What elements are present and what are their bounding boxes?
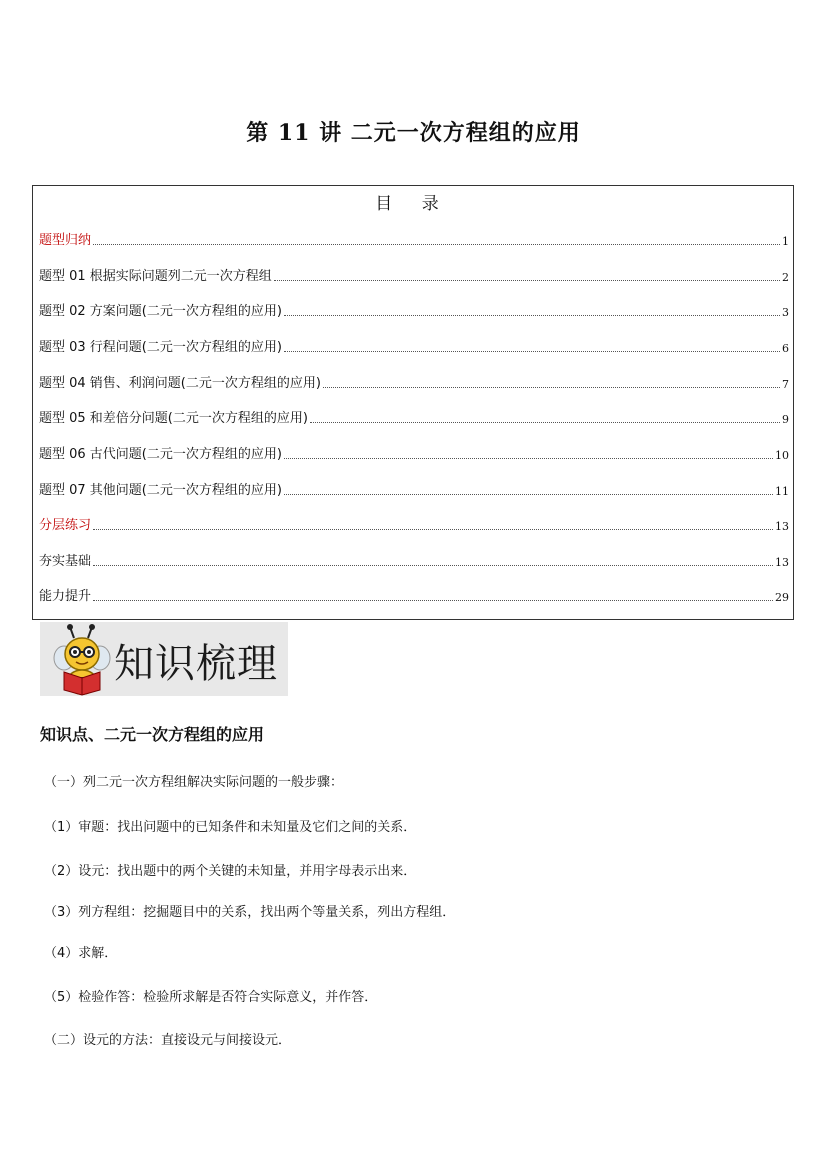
toc-item-label: 题型 05 和差倍分问题(二元一次方程组的应用) <box>39 411 308 426</box>
bee-reading-icon <box>50 624 114 696</box>
toc-leader <box>310 421 780 423</box>
toc-item-0[interactable] <box>39 230 789 248</box>
toc-item-1[interactable] <box>39 266 789 284</box>
knowledge-line: （4）求解． <box>44 946 118 961</box>
toc-leader <box>93 564 773 566</box>
knowledge-point-title: 知识点、二元一次方程组的应用 <box>40 725 265 744</box>
table-of-contents <box>32 185 794 620</box>
toc-item-label: 题型归纳 <box>39 233 92 248</box>
toc-item-label: 题型 02 方案问题(二元一次方程组的应用) <box>39 304 282 319</box>
toc-leader <box>284 457 773 459</box>
toc-item-page: 3 <box>782 306 789 319</box>
toc-item-label: 能力提升 <box>39 589 92 604</box>
toc-leader <box>93 528 773 530</box>
toc-item-page: 29 <box>775 591 789 604</box>
toc-leader <box>284 314 780 316</box>
toc-leader <box>93 599 773 601</box>
toc-item-7[interactable] <box>39 480 789 498</box>
toc-item-label: 题型 06 古代问题(二元一次方程组的应用) <box>39 447 282 462</box>
toc-item-3[interactable] <box>39 337 789 355</box>
toc-leader <box>323 386 780 388</box>
toc-item-label: 分层练习 <box>39 518 92 533</box>
toc-item-page: 9 <box>782 413 789 426</box>
toc-leader <box>284 350 780 352</box>
toc-item-page: 1 <box>782 235 789 248</box>
toc-item-label: 题型 07 其他问题(二元一次方程组的应用) <box>39 483 282 498</box>
page-title: 第 11 讲 二元一次方程组的应用 <box>246 120 581 146</box>
toc-leader <box>274 279 780 281</box>
toc-item-label: 题型 03 行程问题(二元一次方程组的应用) <box>39 340 282 355</box>
toc-item-5[interactable] <box>39 408 789 426</box>
toc-item-page: 7 <box>782 378 789 391</box>
toc-item-page: 13 <box>775 520 789 533</box>
toc-item-page: 13 <box>775 556 789 569</box>
toc-item-4[interactable] <box>39 373 789 391</box>
toc-leader <box>284 493 773 495</box>
toc-item-label: 题型 01 根据实际问题列二元一次方程组 <box>39 269 272 284</box>
toc-item-page: 11 <box>775 485 789 498</box>
banner-title: 知识梳理 <box>114 641 278 687</box>
toc-item-9[interactable] <box>39 551 789 569</box>
knowledge-banner <box>40 622 288 696</box>
toc-leader <box>93 243 780 245</box>
knowledge-line: （二）设元的方法：直接设元与间接设元． <box>44 1033 292 1048</box>
toc-item-6[interactable] <box>39 444 789 462</box>
toc-item-label: 题型 04 销售、利润问题(二元一次方程组的应用) <box>39 376 321 391</box>
toc-item-2[interactable] <box>39 301 789 319</box>
toc-item-page: 10 <box>775 449 789 462</box>
knowledge-line: （5）检验作答：检验所求解是否符合实际意义，并作答． <box>44 990 378 1005</box>
toc-item-8[interactable] <box>39 515 789 533</box>
toc-item-page: 6 <box>782 342 789 355</box>
knowledge-line: （1）审题：找出问题中的已知条件和未知量及它们之间的关系． <box>44 820 417 835</box>
toc-item-label: 夯实基础 <box>39 554 92 569</box>
toc-heading: 目 录 <box>375 194 451 214</box>
knowledge-line: （3）列方程组：挖掘题目中的关系，找出两个等量关系，列出方程组． <box>44 905 456 920</box>
toc-item-10[interactable] <box>39 586 789 604</box>
knowledge-line: （2）设元：找出题中的两个关键的未知量，并用字母表示出来． <box>44 864 417 879</box>
toc-item-page: 2 <box>782 271 789 284</box>
knowledge-line: （一）列二元一次方程组解决实际问题的一般步骤： <box>44 775 344 790</box>
